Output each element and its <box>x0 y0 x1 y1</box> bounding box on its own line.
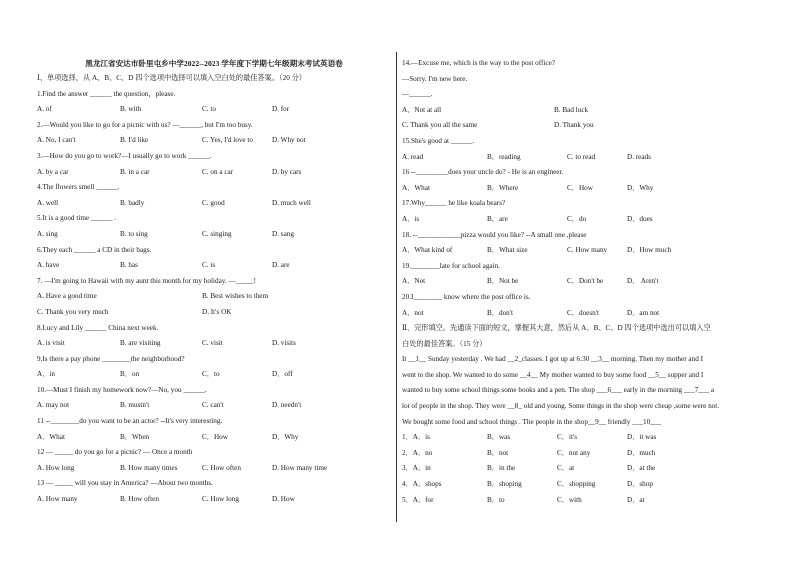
answer-option: B．reading <box>487 152 521 161</box>
cloze-option-row <box>402 446 782 462</box>
answer-option: D. reads <box>627 152 651 161</box>
option-row <box>37 336 387 352</box>
answer-option: D. by cars <box>272 167 302 176</box>
column-divider <box>396 52 397 522</box>
option-row <box>402 181 782 197</box>
answer-option: D．shop <box>627 480 653 489</box>
answer-option: D. Thank you <box>554 121 594 130</box>
answer-option: D．How much <box>627 246 672 255</box>
answer-option: B. mustn't <box>120 401 150 410</box>
answer-option: A．What <box>37 432 65 441</box>
question-stem: 12 — _____ do you go for a picnic? — Once a month <box>37 448 193 457</box>
answer-option: A. of <box>37 105 52 114</box>
answer-option: B．shoping <box>487 480 522 489</box>
cloze-passage <box>402 352 782 430</box>
answer-option: B. with <box>120 105 142 114</box>
option-row <box>37 258 387 274</box>
answer-option: 2．A．no <box>402 448 433 457</box>
option-row <box>402 306 782 322</box>
question-stem: 3.—How do you go to work?—I usually go to work ______. <box>37 151 212 160</box>
dialogue-line: 14.—Excuse me, which is the way to the post office? <box>402 59 555 67</box>
answer-option: D. are <box>272 261 290 270</box>
answer-option: B. has <box>120 261 138 270</box>
answer-option: C. visit <box>202 339 223 348</box>
answer-option: D．off <box>272 370 293 379</box>
answer-option: D. It's OK <box>202 307 232 316</box>
dialogue-line: —Sorry. I'm new here. <box>402 74 468 83</box>
question-stem: 5.It is a good time ______ . <box>37 214 117 223</box>
answer-option: C．with <box>557 495 582 504</box>
answer-option: B. How many times <box>120 463 178 472</box>
answer-option: A．is <box>402 214 420 223</box>
answer-option: B. Best wishes to them <box>202 292 269 301</box>
answer-option: 5．A．for <box>402 495 434 504</box>
answer-option: C. singing <box>202 229 232 238</box>
option-row <box>402 150 782 166</box>
answer-option: C．it's <box>557 433 578 442</box>
answer-option: A. by a car <box>37 167 69 176</box>
section-2-heading-line1: Ⅱ、完形填空。先通读下面的短文，掌握其大意，然后从 A、B、C、D 四个选项中选出可以填入空 <box>402 324 711 333</box>
answer-option: C. Thank you all the same <box>402 121 478 130</box>
answer-option: D．at the <box>627 464 656 473</box>
answer-option: D．much <box>627 448 656 457</box>
answer-option: C. How often <box>202 463 241 472</box>
answer-option: C. to read <box>567 152 596 161</box>
answer-option: 3．A．in <box>402 464 431 473</box>
question-stem: 10.—Must I finish my homework now?—No, you ______. <box>37 385 207 394</box>
answer-option: B．not <box>487 448 509 457</box>
answer-option: B. in a car <box>120 167 150 176</box>
answer-option: D．at <box>627 495 645 504</box>
section-1-heading: Ⅰ、单项选择，从 A、B、C、D 四个选项中选择可以填入空白处的最佳答案。（20 分） <box>37 74 306 82</box>
question-stem: 7. —I'm going to Hawaii with my aunt this month for my holiday. —_____! <box>37 276 257 285</box>
answer-option: D． Aren't <box>627 277 659 286</box>
answer-option: C. Yes, I'd love to <box>202 136 254 145</box>
answer-option: A. How long <box>37 463 75 472</box>
answer-option: A．What <box>402 183 430 192</box>
question-stem: 15.She's good at ______. <box>402 136 475 145</box>
question-stem: 13 — _____ will you stay in America? —About two months. <box>37 479 213 488</box>
answer-option: A. sing <box>37 229 58 238</box>
cloze-line: went to the shop. We wanted to do some __4__ My mother wanted to buy some food __5__ supper and I <box>402 370 704 379</box>
answer-option: B. are visiting <box>120 339 161 348</box>
option-row <box>37 492 387 508</box>
answer-option: C．to <box>202 370 220 379</box>
answer-option: B．What size <box>487 246 528 255</box>
dialogue-line: —______. <box>402 90 433 99</box>
answer-option: C．Don't be <box>567 277 604 286</box>
answer-option: D. visits <box>272 339 296 348</box>
cloze-options <box>402 430 782 508</box>
answer-option: B．on <box>120 370 140 379</box>
answer-option: A. How many <box>37 495 78 504</box>
answer-option: D．Why <box>272 432 299 441</box>
cloze-option-row <box>402 461 782 477</box>
answer-option: B．in the <box>487 464 516 473</box>
answer-option: B．to <box>487 495 505 504</box>
option-row <box>37 461 387 477</box>
option-row <box>402 118 782 134</box>
answer-option: A. may not <box>37 401 70 410</box>
option-row <box>37 305 387 321</box>
right-column <box>402 56 782 508</box>
answer-option: D. Why not <box>272 136 306 145</box>
answer-option: D. How many time <box>272 463 328 472</box>
option-row <box>37 165 387 181</box>
answer-option: B. I'd like <box>120 136 149 145</box>
answer-option: A. Have a good time <box>37 292 97 301</box>
answer-option: B．are <box>487 214 508 223</box>
answer-option: C．doesn't <box>567 308 600 317</box>
option-row <box>37 430 387 446</box>
answer-option: B．don't <box>487 308 514 317</box>
answer-option: B. to sing <box>120 229 148 238</box>
answer-option: C. How long <box>202 495 239 504</box>
answer-option: 4．A．shops <box>402 480 442 489</box>
cloze-line: wanted to buy some school things some books and a pen. The shop ___6___ early in the morning ___7___ a <box>402 386 715 395</box>
section-2-heading-line2: 白处的最佳答案。（15 分） <box>402 339 487 348</box>
question-stem: 18. --____________pizza would you like? --A small one ,please <box>402 230 587 239</box>
option-row <box>37 398 387 414</box>
answer-option: B．Where <box>487 183 519 192</box>
answer-option: A．in <box>37 370 55 379</box>
question-stem: 16 --_________does your uncle do? - He is an engineer. <box>402 168 564 177</box>
answer-option: A．What kind of <box>402 246 453 255</box>
question-stem: 11 --________do you want to be an actor? --It's very interesting. <box>37 417 223 426</box>
answer-option: D. much well <box>272 198 311 207</box>
question-stem: 20.I________ know where the post office is. <box>402 292 531 301</box>
option-row <box>37 102 387 118</box>
question-14-stem <box>402 56 782 103</box>
answer-option: D. sang <box>272 229 294 238</box>
option-row <box>37 196 387 212</box>
answer-option: C．How <box>202 432 228 441</box>
answer-option: C. is <box>202 261 216 270</box>
answer-option: A. read <box>402 152 424 161</box>
left-questions <box>37 87 387 508</box>
left-column <box>37 56 387 508</box>
answer-option: C. to <box>202 105 216 114</box>
question-stem: 9.Is there a pay phone ________the neighborhood? <box>37 354 185 363</box>
answer-option: B. badly <box>120 198 145 207</box>
answer-option: D．am not <box>627 308 660 317</box>
option-row <box>37 367 387 383</box>
question-stem: 4.The flowers smell ______. <box>37 183 120 192</box>
answer-option: A．not <box>402 308 424 317</box>
answer-option: B. Bad luck <box>554 105 589 114</box>
answer-option: C. Thank you very much <box>37 307 109 316</box>
option-row <box>402 103 782 119</box>
question-stem: 2.—Would you like to go for a picnic with us? —______, but I'm too busy. <box>37 120 253 129</box>
answer-option: B．was <box>487 433 511 442</box>
answer-option: C．at <box>557 464 575 473</box>
option-row <box>402 243 782 259</box>
right-questions <box>402 103 782 321</box>
answer-option: C. can't <box>202 401 224 410</box>
answer-option: B．When <box>120 432 150 441</box>
cloze-option-row <box>402 493 782 509</box>
option-row <box>402 212 782 228</box>
option-row <box>402 274 782 290</box>
answer-option: C．not any <box>557 448 591 457</box>
answer-option: A. No, I can't <box>37 136 76 145</box>
cloze-line: It __1__ Sunday yesterday . We had __2_classes. I got up at 6:30 __3__ morning. Then my mother and I <box>402 355 703 364</box>
answer-option: B. How often <box>120 495 159 504</box>
option-row <box>37 289 387 305</box>
answer-option: A．Not at all <box>402 105 442 114</box>
answer-option: A. well <box>37 198 59 207</box>
question-stem: 19.________late for school again. <box>402 261 501 270</box>
question-stem: 6.They each ______ a CD in their bags. <box>37 245 152 254</box>
cloze-line: lot of people in the shop. They were __8_ old and young. Some things in the shop were cheap ,some were not. <box>402 402 720 411</box>
answer-option: A．Not <box>402 277 426 286</box>
option-row <box>37 227 387 243</box>
answer-option: A. is visit <box>37 339 65 348</box>
answer-option: C．shopping <box>557 480 596 489</box>
answer-option: C. on a car <box>202 167 234 176</box>
answer-option: A. have <box>37 261 60 270</box>
answer-option: B．Not be <box>487 277 519 286</box>
question-stem: 17.Why______ he like koala bears? <box>402 199 506 208</box>
answer-option: D. for <box>272 105 290 114</box>
cloze-option-row <box>402 477 782 493</box>
answer-option: D．does <box>627 214 653 223</box>
answer-option: C. How many <box>567 246 608 255</box>
answer-option: C．How <box>567 183 593 192</box>
answer-option: D. How <box>272 495 295 504</box>
answer-option: D．Why <box>627 183 654 192</box>
cloze-option-row <box>402 430 782 446</box>
exam-title: 黑龙江省安达市卧里屯乡中学2022--2023 学年度下学期七年级期末考试英语卷 <box>85 59 343 68</box>
answer-option: 1．A．is <box>402 433 430 442</box>
question-stem: 8.Lucy and Lily ______ China next week. <box>37 323 159 332</box>
answer-option: D. needn't <box>272 401 302 410</box>
answer-option: C. good <box>202 198 225 207</box>
answer-option: C．do <box>567 214 587 223</box>
question-stem: 1.Find the answer ______ the question，please. <box>37 89 176 98</box>
cloze-line: We bought some food and school things . The people in the shop__9__ friendly ___10___ <box>402 417 662 426</box>
answer-option: D．it was <box>627 433 657 442</box>
option-row <box>37 133 387 149</box>
